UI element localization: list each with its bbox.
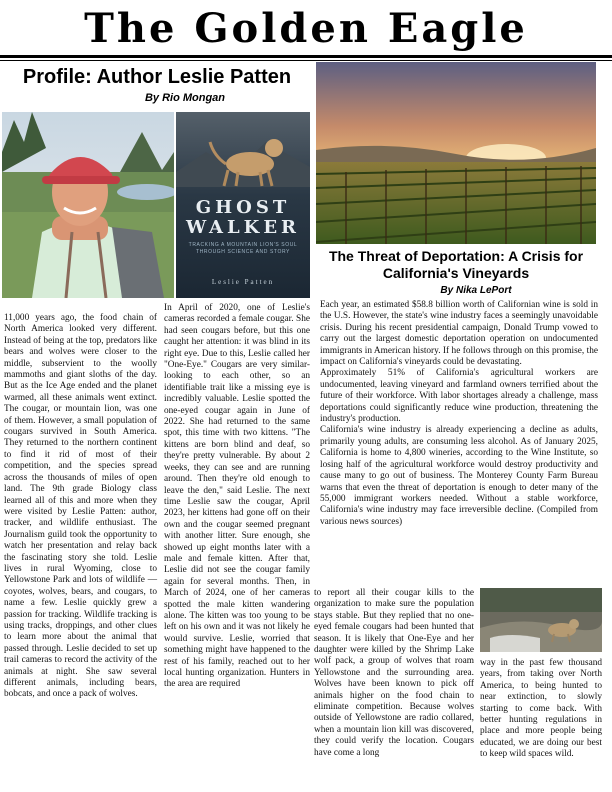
- book-cover-image: [176, 112, 310, 298]
- author-photo: [2, 112, 174, 298]
- profile-column-4: way in the past few thousand years, from taking over North America, to being hunted to near extinction, to slowly starting to come back. With better hunting regulations in place and more people being educated, we are doing our best to keep wild spaces wild.: [480, 658, 602, 760]
- masthead-rule-thick: [0, 55, 612, 58]
- book-cover-title-1: GHOST: [195, 197, 291, 218]
- profile-byline: By Rio Mongan: [144, 92, 226, 104]
- vineyard-photo: [316, 62, 596, 244]
- profile-headline: Profile: Author Leslie Patten: [22, 66, 292, 88]
- vineyard-byline: By Nika LePort: [440, 285, 512, 296]
- profile-column-2: In April of 2020, one of Leslie's cameras recorded a female cougar. She had seen cougars before, but this one caught her attention: it was blind in its right eye. Due to this, Leslie called her "One-Eye." Cougars are very similar-looking to each other, so an identifiable trait like a missing eye is incredibly valuable. Leslie spotted the one-eyed cougar again in June of 2022. She had returned to the same spot, this time with two kittens. "The kittens are born blind and deaf, so they're pretty vulnerable. By about 2 weeks, they can see and are running around. Then they're old enough to leave the den," said Leslie. The next time Leslie saw the cougar, April 2023, her kittens had gone off on their own and the cougar seemed pregnant with another litter. Sure enough, she showed up eight months later with a male and female kitten. After that, Leslie did not see the cougar family again for several months. Then, in March of 2024, one of her cameras spotted the male kitten wandering alone. The kitten was too young to be left on his own and it was not likely he would survive. Leslie, worried that something might have happened to the rest of his family, reached out to her local hunting organization. Hunters in the area are required: [164, 303, 310, 690]
- profile-column-3: to report all their cougar kills to the organization to make sure the population stays stable. But they replied that no one-eyed female cougars had been hunted that season. It is likely that One-Eye and her daughter were killed by the Shrimp Lake wolf pack, a group of wolves that roam Yellowstone and the surrounding area. Wolves have been known to pick off animals higher on the food chain to eliminate competition. Because wolves outside of Yellowstone are radio collared, when a mountain lion kill was discovered, they could verify the location. Cougars have come a long: [314, 588, 474, 758]
- book-cover-title-2: WALKER: [185, 217, 300, 238]
- vineyard-paragraph-2: Approximately 51% of California's agricultural workers are undocumented, leaving vineyard and farmland owners terrified about the future of their workforce. With labor shortages already a challenge, mass deportations could significantly reduce wine production, threatening the industry's production.: [320, 368, 598, 425]
- vineyard-headline-2: California's Vineyards: [382, 265, 530, 281]
- vineyard-headline-1: The Threat of Deportation: A Crisis for: [328, 248, 584, 264]
- vineyard-paragraph-3: California's wine industry is already experiencing a decline as adults, primarily young adults, are consuming less alcohol. As of January 2025, California is home to 4,800 wineries, according to the Wine Institute, so losing half of the agricultural workforce would destroy productivity and cause many to go out of business. The Monterey County Farm Bureau warns that even the threat of deportation is enough to deter many of the 55,000 immigrant workers needed. Without a stable workforce, California's wine industry may face irreversible decline. (Compiled from various news sources): [320, 425, 598, 527]
- book-cover-subtitle: TRACKING A MOUNTAIN LION'S SOUL THROUGH SCIENCE AND STORY: [188, 242, 298, 255]
- masthead-title: The Golden Eagle: [84, 5, 528, 52]
- book-cover-author: Leslie Patten: [211, 278, 275, 286]
- masthead-rule-thin: [0, 60, 612, 61]
- cougar-trailcam-photo: [480, 588, 602, 652]
- profile-column-1: 11,000 years ago, the food chain of North America looked very different. Instead of being at the top, predators like bears and wolves were closer to the middle, subservient to the woolly mammoths and giant sloths of the day. But as the Ice Age ended and the planet warmed, all these animals went extinct. The cougar, or mountain lion, was one of them. However, a small population of cougars survived in South America. They returned to the northern continent to find it rid of most of their competition, and the species spread across the thousands of miles of open land. The 9th grade Biology class learned all of this and more when they were visited by Leslie Patten: author, tracker, and wildlife enthusiast. The Journalism guild took the opportunity to watch her presentation and relay back the fascinating story she told. Leslie lives in rural Wyoming, close to Yellowstone Park and lots of wildlife — coyotes, wolves, bears, and cougars, to name a few. Leslie quickly grew a passion for tracking. Wildlife tracking is using tracks, droppings, and other clues to learn more about the animal that passed through. Leslie decided to set up trail cameras to record the activity of the animals at night. She saw several different animals, including bears, bobcats, and once a pack of wolves.: [4, 313, 157, 700]
- vineyard-paragraph-1: Each year, an estimated $58.8 billion worth of Californian wine is sold in the U.S. However, the state's wine industry faces a seemingly unavoidable crisis. During his recent presidential campaign, Donald Trump vowed to carry out the largest domestic deportation operation on undocumented immigrants in American history. If he follows through on this promise, the impact on California's vineyards could be devastating.: [320, 300, 598, 368]
- vineyard-body: [320, 300, 598, 528]
